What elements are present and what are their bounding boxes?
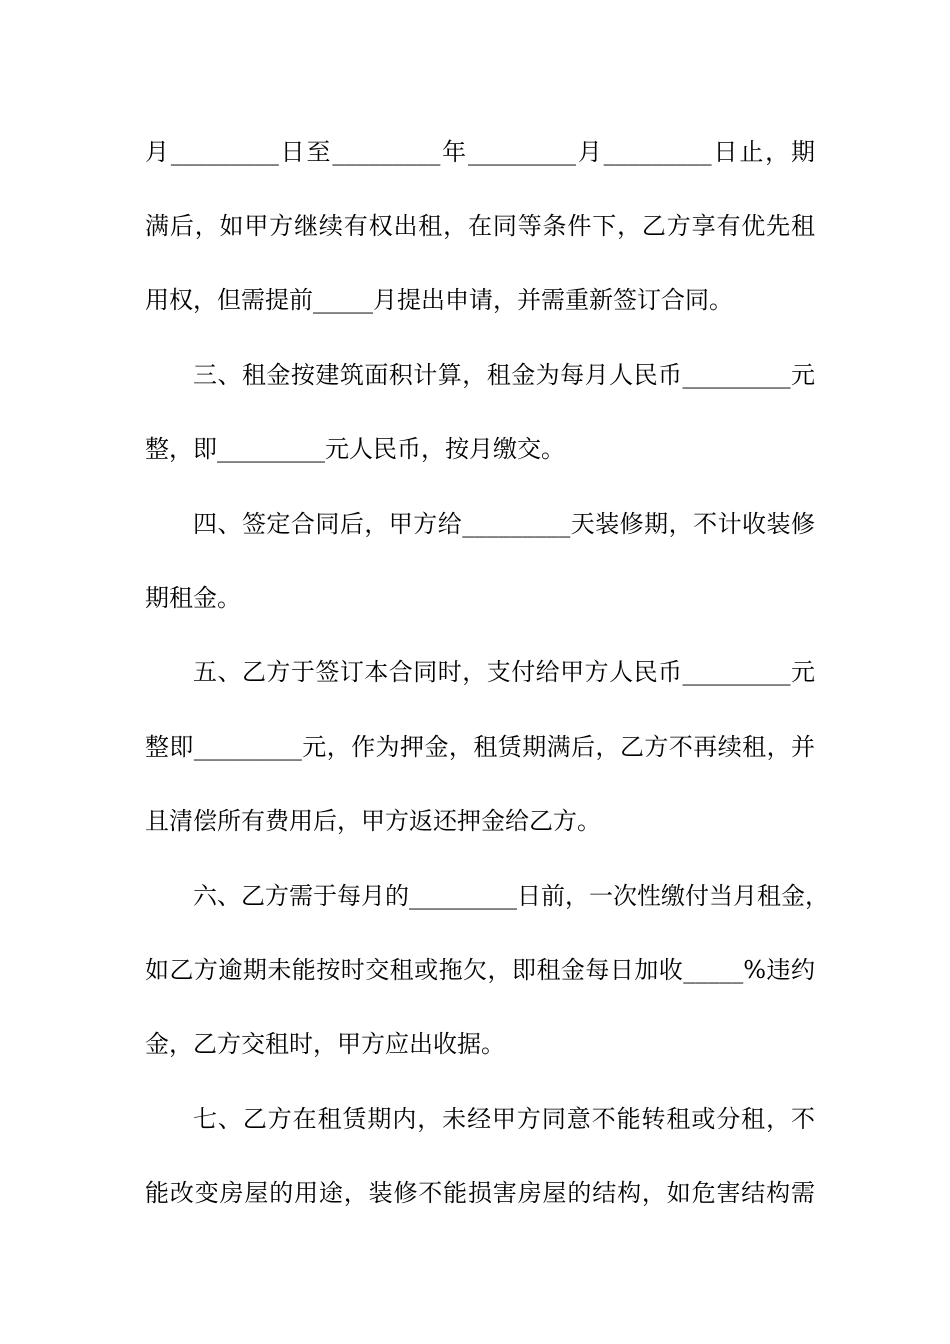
text-line: 能改变房屋的用途，装修不能损害房屋的结构，如危害结构需 <box>145 1179 815 1207</box>
text-line: 且清偿所有费用后，甲方返还押金给乙方。 <box>145 807 601 835</box>
text-line: 期租金。 <box>145 584 241 612</box>
text-line: 整，即_________元人民币，按月缴交。 <box>145 435 565 463</box>
clause-six-line: 六、乙方需于每月的_________日前，一次性缴付当月租金， <box>193 882 829 910</box>
clause-five-line: 五、乙方于签订本合同时，支付给甲方人民币_________元 <box>193 658 815 686</box>
text-line: 月_________日至_________年_________月_________日止，期 <box>145 138 815 166</box>
clause-four-line: 四、签定合同后，甲方给_________天装修期，不计收装修 <box>193 510 815 538</box>
text-line: 金，乙方交租时，甲方应出收据。 <box>145 1030 505 1058</box>
text-line: 满后，如甲方继续有权出租，在同等条件下，乙方享有优先租 <box>145 212 815 240</box>
text-line: 如乙方逾期未能按时交租或拖欠，即租金每日加收_____%违约 <box>145 956 815 984</box>
clause-seven-line: 七、乙方在租赁期内，未经甲方同意不能转租或分租，不 <box>193 1105 815 1133</box>
text-line: 整即_________元，作为押金，租赁期满后，乙方不再续租，并 <box>145 733 815 761</box>
text-line: 用权，但需提前_____月提出申请，并需重新签订合同。 <box>145 286 733 314</box>
clause-three-line: 三、租金按建筑面积计算，租金为每月人民币_________元 <box>193 361 815 389</box>
